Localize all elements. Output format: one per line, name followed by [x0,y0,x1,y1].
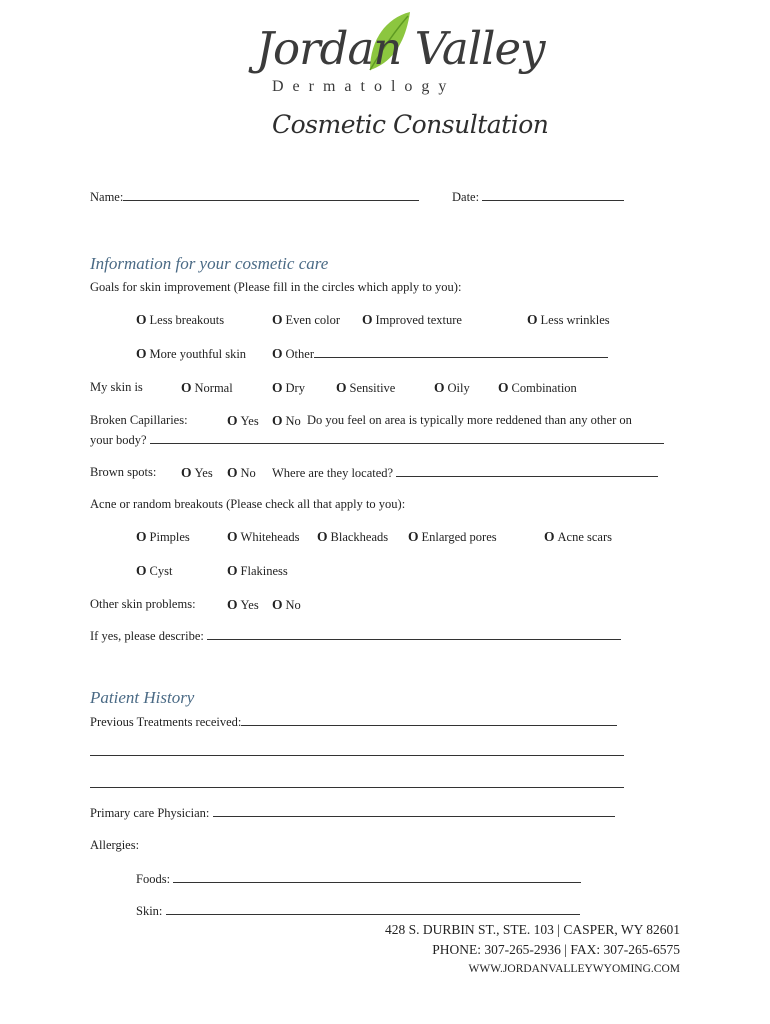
logo-wordmark: Jordan Valley [256,22,545,75]
capillaries-no-option[interactable]: O No [272,413,301,428]
goal-option[interactable]: O More youthful skin [136,346,247,361]
footer-phone: PHONE: 307-265-2936 | FAX: 307-265-6575 [432,942,680,957]
name-label: Name: [90,190,124,204]
acne-label: Acne or random breakouts (Please check all that apply to you): [90,497,406,511]
treatments-field[interactable]: Previous Treatments received: [90,714,617,730]
capillaries-yes-option[interactable]: O Yes [227,413,259,428]
goal-option[interactable]: O Less wrinkles [527,312,610,327]
skin-allergies-line[interactable] [166,903,580,915]
goal-option[interactable]: O Improved texture [362,312,462,327]
other-problems-yes-option[interactable]: O Yes [227,597,259,612]
capillaries-question: Do you feel on area is typically more reddened than any other on [307,413,632,427]
other-problems-no-option[interactable]: O No [272,597,301,612]
goal-option[interactable]: O Even color [272,312,341,327]
footer-address: 428 S. DURBIN ST., STE. 103 | CASPER, WY 82601 [385,922,680,937]
logo-subtitle: Dermatology [272,78,456,95]
capillaries-answer-line[interactable] [150,432,664,444]
food-allergies-line[interactable] [173,871,581,883]
skin-type-option[interactable]: O Sensitive [336,380,396,395]
acne-option[interactable]: O Blackheads [317,529,389,544]
acne-option[interactable]: O Cyst [136,563,173,578]
date-input-line[interactable] [482,189,624,201]
other-input-line[interactable] [314,346,608,358]
section-heading-patient-history: Patient History [90,688,195,707]
other-problems-label: Other skin problems: [90,597,196,611]
brown-spots-location-field[interactable]: Where are they located? [272,465,658,481]
brown-spots-location-line[interactable] [396,465,658,477]
name-field[interactable] [90,189,419,205]
acne-option[interactable]: O Flakiness [227,563,288,578]
acne-option[interactable]: O Whiteheads [227,529,300,544]
document-title: Cosmetic Consultation [272,110,549,139]
describe-field[interactable]: If yes, please describe: [90,628,621,644]
brown-spots-label: Brown spots: [90,465,157,479]
acne-option[interactable]: O Enlarged pores [408,529,497,544]
brown-spots-yes-option[interactable]: O Yes [181,465,213,480]
treatments-line[interactable] [241,714,617,726]
skin-type-option[interactable]: O Oily [434,380,470,395]
goal-option-other[interactable]: O Other [272,346,608,362]
date-label: Date: [452,190,480,204]
capillaries-answer-field[interactable]: your body? [90,432,664,448]
treatments-extra-line[interactable] [90,744,624,760]
skin-type-option[interactable]: O Dry [272,380,305,395]
goal-option[interactable]: O Less breakouts [136,312,225,327]
date-field[interactable] [452,189,624,205]
treatments-extra-line[interactable] [90,776,624,792]
skin-type-option[interactable]: O Normal [181,380,233,395]
physician-field[interactable]: Primary care Physician: [90,805,615,821]
brown-spots-no-option[interactable]: O No [227,465,256,480]
food-allergies-field[interactable]: Foods: [136,871,581,887]
footer-website: WWW.JORDANVALLEYWYOMING.COM [468,963,680,975]
skin-allergies-field[interactable]: Skin: [136,903,580,919]
describe-line[interactable] [207,628,621,640]
capillaries-label: Broken Capillaries: [90,413,188,427]
skin-type-label: My skin is [90,380,143,394]
name-input-line[interactable] [123,189,419,201]
skin-type-option[interactable]: O Combination [498,380,577,395]
goals-label: Goals for skin improvement (Please fill in the circles which apply to you): [90,280,462,294]
allergies-label: Allergies: [90,838,140,852]
physician-line[interactable] [213,805,615,817]
section-heading-cosmetic-care: Information for your cosmetic care [90,254,329,273]
acne-option[interactable]: O Pimples [136,529,190,544]
acne-option[interactable]: O Acne scars [544,529,613,544]
